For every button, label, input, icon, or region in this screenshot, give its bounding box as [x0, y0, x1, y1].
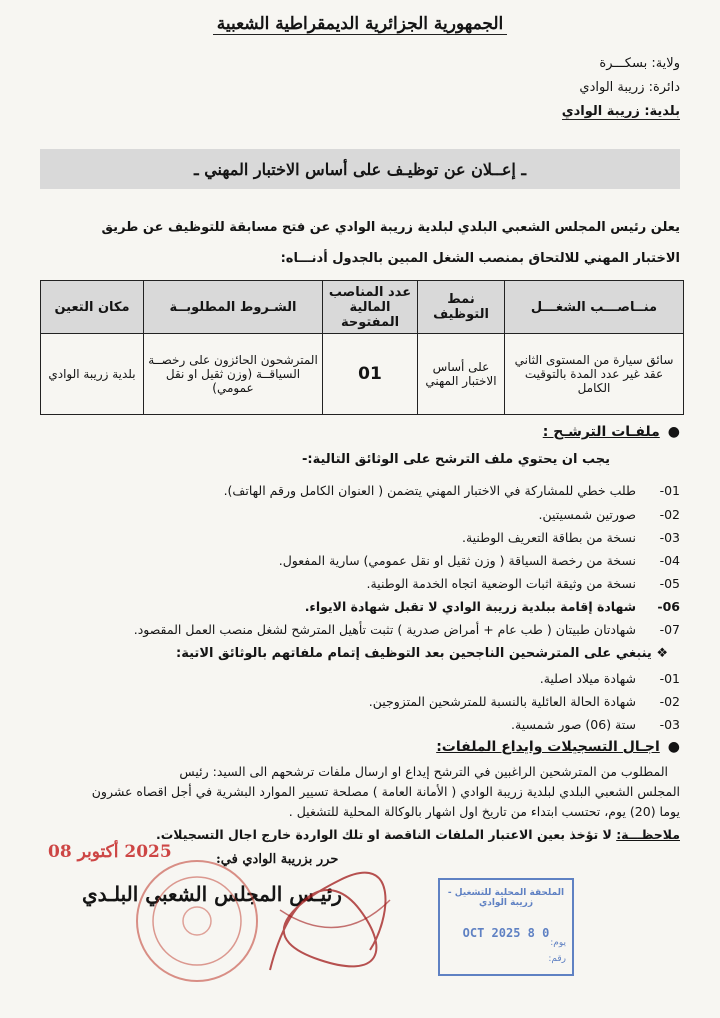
files-section-title: ●ملفـات الترشـح : — [542, 424, 680, 440]
list-item: 06- شهادة إقامة ببلدية زريبة الوادي لا تقبل شهادة الايواء. — [304, 599, 680, 614]
header-post: منــاصـــب الشغـــل — [505, 281, 684, 334]
list-item: 03- نسخة من بطاقة التعريف الوطنية. — [461, 530, 680, 545]
date-stamp: 2025 أكتوبر 08 — [48, 842, 172, 862]
place-date-line: حرر بزريبة الوادي في: — [216, 852, 339, 867]
success-section-title: ❖ ينبغي على المترشحين الناجحين بعد التوظيف إتمام ملفاتهم بالوثائق الاتية: — [176, 646, 668, 661]
agency-date: 0 8 OCT 2025 — [462, 926, 550, 940]
note-text: لا تؤخذ بعين الاعتبار الملفات الناقصة او تلك الواردة خارج اجال التسجيلات. — [155, 827, 612, 842]
cell-post: سائق سيارة من المستوى الثاني عقد غير عدد المدة بالتوقيت الكامل — [505, 334, 684, 415]
agency-name: الملحقة المحلية للتشغيل - زريبة الوادي — [447, 888, 565, 908]
header-mode: نمط التوظيف — [418, 281, 505, 334]
announcement-banner: ـ إعــلان عن توظيـف على أساس الاختبار المهني ـ — [40, 149, 680, 189]
daira-line: دائرة: زريبة الوادي — [579, 80, 680, 95]
baladia-line: بلدية: زريبة الوادي — [561, 104, 680, 119]
note-label: ملاحظـــة: — [616, 827, 680, 842]
deadline-section-title: ●اجـال التسجيلات وايداع الملفات: — [436, 739, 680, 755]
municipal-seal-icon — [132, 856, 262, 986]
agency-num-label: رقم: — [548, 954, 566, 964]
cell-count: 01 — [323, 334, 418, 415]
wilaya-line: ولاية: بسكـــرة — [599, 56, 680, 71]
header-conditions: الشـروط المطلوبــة — [144, 281, 323, 334]
deadline-line-3: يوما (20) يوم، تحتسب ابتداء من تاريخ اول اشهار بالوكالة المحلية للتشغيل . — [288, 804, 680, 819]
signature-scribble-icon — [250, 850, 400, 1000]
agency-stamp — [438, 878, 574, 976]
signature-title: رئيـس المجلس الشعبي البلـدي — [82, 882, 342, 906]
cell-conditions: المترشحون الحائزون على رخصــة السياقــة (وزن ثقيل او نقل عمومي) — [144, 334, 323, 415]
list-item: 01- شهادة ميلاد اصلية. — [539, 671, 680, 686]
agency-day-label: يوم: — [550, 938, 566, 948]
deadline-line-1: المطلوب من المترشحين الراغبين في الترشح إيداع او ارسال ملفات ترشحهم الى السيد: رئيس — [179, 764, 668, 779]
files-lead: يجب ان يحتوي ملف الترشح على الوثائق التالية:- — [302, 452, 610, 467]
deadline-line-2: المجلس الشعبي البلدي لبلدية زريبة الوادي ( الأمانة العامة ) مصلحة تسيير الموارد البشرية في أجل اقصاه عشرون — [91, 784, 680, 799]
header-count: عدد المناصب المالية المفتوحة — [323, 281, 418, 334]
intro-line-1: يعلن رئيس المجلس الشعبي البلدي لبلدية زريبة الوادي عن فتح مسابقة للتوظيف عن طريق — [101, 220, 680, 235]
table-row — [41, 334, 684, 415]
list-item: 04- نسخة من رخصة السياقة ( وزن ثقيل او نقل عمومي) سارية المفعول. — [278, 553, 680, 568]
diamond-bullet-icon: ❖ — [651, 646, 668, 661]
cell-place: بلدية زريبة الوادي — [41, 334, 144, 415]
jobs-table — [40, 280, 684, 415]
header-place: مكان التعين — [41, 281, 144, 334]
republic-title: الجمهورية الجزائرية الديمقراطية الشعبية — [0, 14, 720, 34]
table-header-row — [41, 281, 684, 334]
list-item: 02- صورتين شمسيتين. — [538, 507, 680, 522]
bullet-icon: ● — [667, 424, 680, 440]
list-item: 07- شهادتان طبيتان ( طب عام + أمراض صدرية ) تثبت تأهيل المترشح لشغل منصب العمل المقصود. — [133, 622, 680, 637]
list-item: 01- طلب خطي للمشاركة في الاختبار المهني يتضمن ( العنوان الكامل ورقم الهاتف). — [223, 483, 680, 498]
list-item: 03- ستة (06) صور شمسية. — [511, 717, 680, 732]
list-item: 05- نسخة من وثيقة اثبات الوضعية اتجاه الخدمة الوطنية. — [366, 576, 680, 591]
intro-line-2: الاختبار المهني للالتحاق بمنصب الشغل المبين بالجدول أدنـــاه: — [280, 251, 680, 266]
bullet-icon: ● — [667, 739, 680, 755]
cell-mode: على أساس الاختبار المهني — [418, 334, 505, 415]
list-item: 02- شهادة الحالة العائلية بالنسبة للمترشحين المتزوجين. — [368, 694, 680, 709]
